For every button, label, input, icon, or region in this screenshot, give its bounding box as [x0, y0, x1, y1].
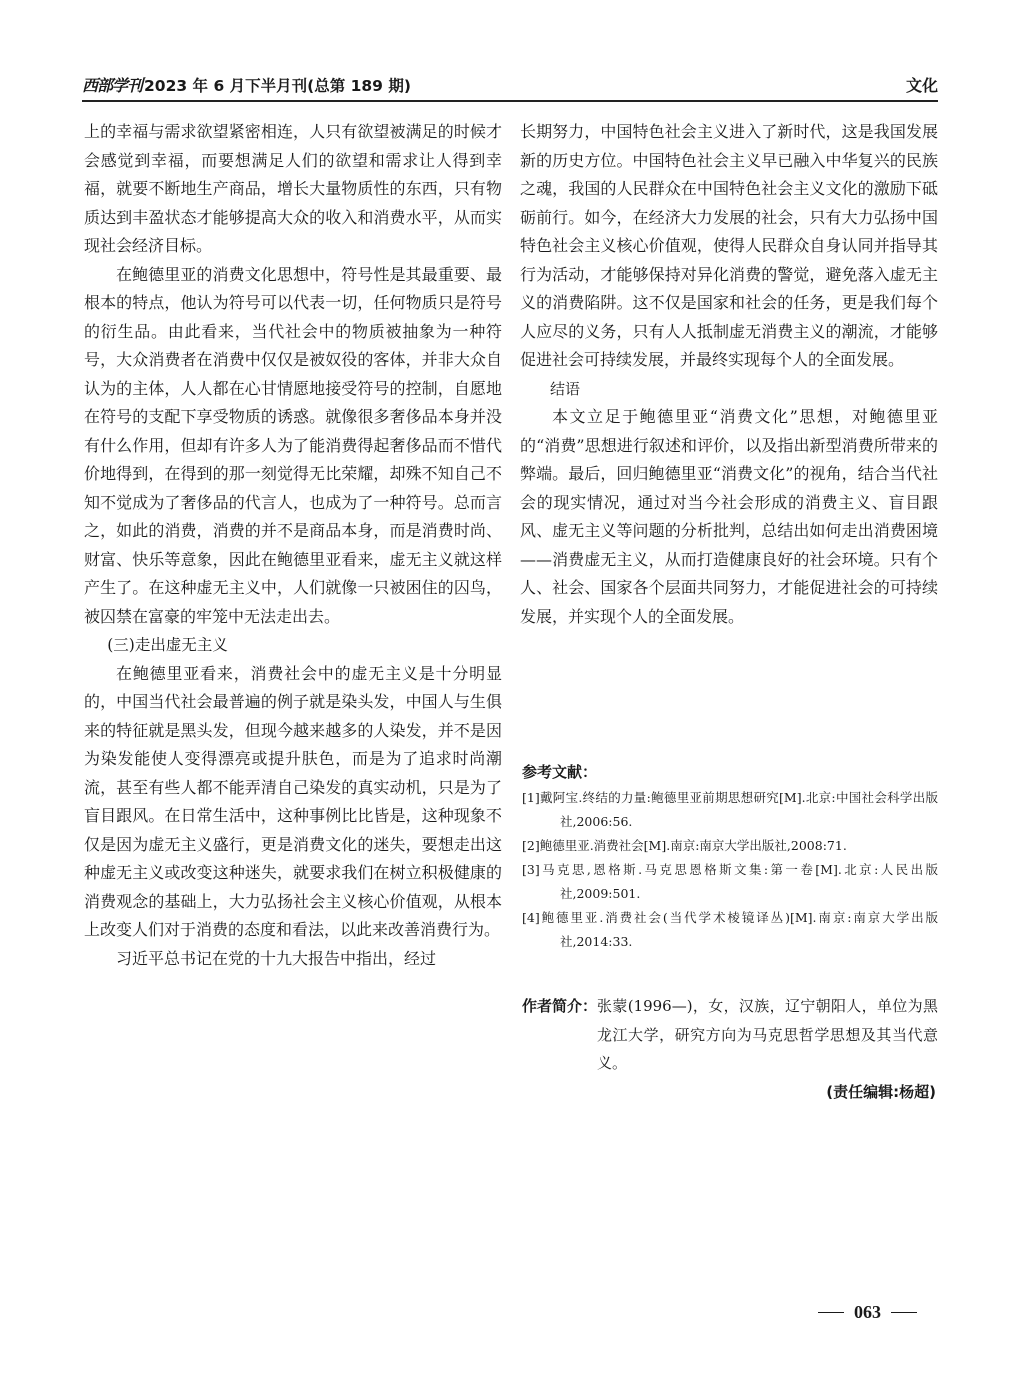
references-list [522, 786, 938, 954]
reference-item: [2]鲍德里亚.消费社会[M].南京:南京大学出版社,2008:71. [522, 838, 847, 853]
paragraph: 本文立足于鲍德里亚“消费文化”思想，对鲍德里亚的“消费”思想进行叙述和评价，以及指出新型消费所带来的弊端。最后，回归鲍德里亚“消费文化”的视角，结合当代社会的现实情况，通过对当今社会形成的消费主义、盲目跟风、虚无主义等问题的分析批判，总结出如何走出消费困境——消费虚无主义，从而打造健康良好的社会环境。只有个人、社会、国家各个层面共同努力，才能促进社会的可持续发展，并实现个人的全面发展。 [520, 407, 938, 626]
references-title: 参考文献： [522, 763, 598, 781]
right-column [520, 118, 938, 631]
subsection-heading: (三)走出虚无主义 [107, 636, 228, 654]
paragraph: 在鲍德里亚看来，消费社会中的虚无主义是十分明显的，中国当代社会最普遍的例子就是染头发，中国人与生俱来的特征就是黑头发，但现今越来越多的人染发，并不是因为染发能使人变得漂亮或提升肤色，而是为了追求时尚潮流，甚至有些人都不能弄清自己染发的真实动机，只是为了盲目跟风。在日常生活中，这种事例比比皆是，这种现象不仅是因为虚无主义盛行，更是消费文化的迷失，要想走出这种虚无主义或改变这种迷失，就要求我们在树立积极健康的消费观念的基础上，大力弘扬社会主义核心价值观，从根本上改变人们对于消费的态度和看法，以此来改善消费行为。 [84, 663, 502, 939]
left-column [84, 118, 502, 973]
running-header [82, 74, 938, 102]
author-bio [522, 992, 938, 1078]
page-number-block [818, 1302, 917, 1323]
dash-left [818, 1312, 844, 1314]
conclusion-heading: 结语 [550, 379, 581, 398]
section-label: 文化 [905, 76, 938, 95]
paragraph: 在鲍德里亚的消费文化思想中，符号性是其最重要、最根本的特点，他认为符号可以代表一切，任何物质只是符号的衍生品。由此看来，当代社会中的物质被抽象为一种符号，大众消费者在消费中仅仅是被奴役的客体，并非大众自认为的主体，人人都在心甘情愿地接受符号的控制，自愿地在符号的支配下享受物质的诱惑。就像很多奢侈品本身并没有什么作用，但却有许多人为了能消费得起奢侈品而不惜代价地得到，在得到的那一刻觉得无比荣耀，却殊不知自己不知不觉成为了奢侈品的代言人，也成为了一种符号。总而言之，如此的消费，消费的并不是商品本身，而是消费时尚、财富、快乐等意象，因此在鲍德里亚看来，虚无主义就这样产生了。在这种虚无主义中，人们就像一只被困住的囚鸟，被囚禁在富豪的牢笼中无法走出去。 [84, 264, 502, 626]
reference-item: [4]鲍德里亚.消费社会(当代学术棱镜译丛)[M].南京:南京大学出版社,2014:33. [522, 910, 938, 949]
paragraph: 上的幸福与需求欲望紧密相连，人只有欲望被满足的时候才会感觉到幸福，而要想满足人们的欲望和需求让人得到幸福，就要不断地生产商品，增长大量物质性的东西，只有物质达到丰盈状态才能够提高大众的收入和消费水平，从而实现社会经济目标。 [84, 122, 502, 255]
reference-item: [1]戴阿宝.终结的力量:鲍德里亚前期思想研究[M].北京:中国社会科学出版社,2006:56. [522, 790, 938, 829]
editor-note: (责任编辑:杨超) [826, 1083, 936, 1101]
paragraph: 习近平总书记在党的十九大报告中指出，经过 [116, 948, 437, 968]
author-label: 作者简介： [522, 997, 598, 1015]
reference-item: [3]马克思,恩格斯.马克思恩格斯文集:第一卷[M].北京:人民出版社,2009:501. [522, 862, 938, 901]
paragraph: 长期努力，中国特色社会主义进入了新时代，这是我国发展新的历史方位。中国特色社会主义早已融入中华复兴的民族之魂，我国的人民群众在中国特色社会主义文化的激励下砥砺前行。如今，在经济大力发展的社会，只有大力弘扬中国特色社会主义核心价值观，使得人民群众自身认同并指导其行为活动，才能够保持对异化消费的警觉，避免落入虚无主义的消费陷阱。这不仅是国家和社会的任务，更是我们每个人应尽的义务，只有人人抵制虚无消费主义的潮流，才能够促进社会可持续发展，并最终实现每个人的全面发展。 [520, 122, 938, 369]
header-left [82, 73, 411, 100]
journal-logo: 西部学刊 [82, 76, 143, 95]
page-number: 063 [854, 1302, 881, 1322]
issue-info: 2023 年 6 月下半月刊(总第 189 期) [144, 77, 411, 95]
dash-right [891, 1312, 917, 1314]
author-text: 张蒙(1996—)，女，汉族，辽宁朝阳人，单位为黑龙江大学，研究方向为马克思哲学思想及其当代意义。 [597, 997, 938, 1072]
